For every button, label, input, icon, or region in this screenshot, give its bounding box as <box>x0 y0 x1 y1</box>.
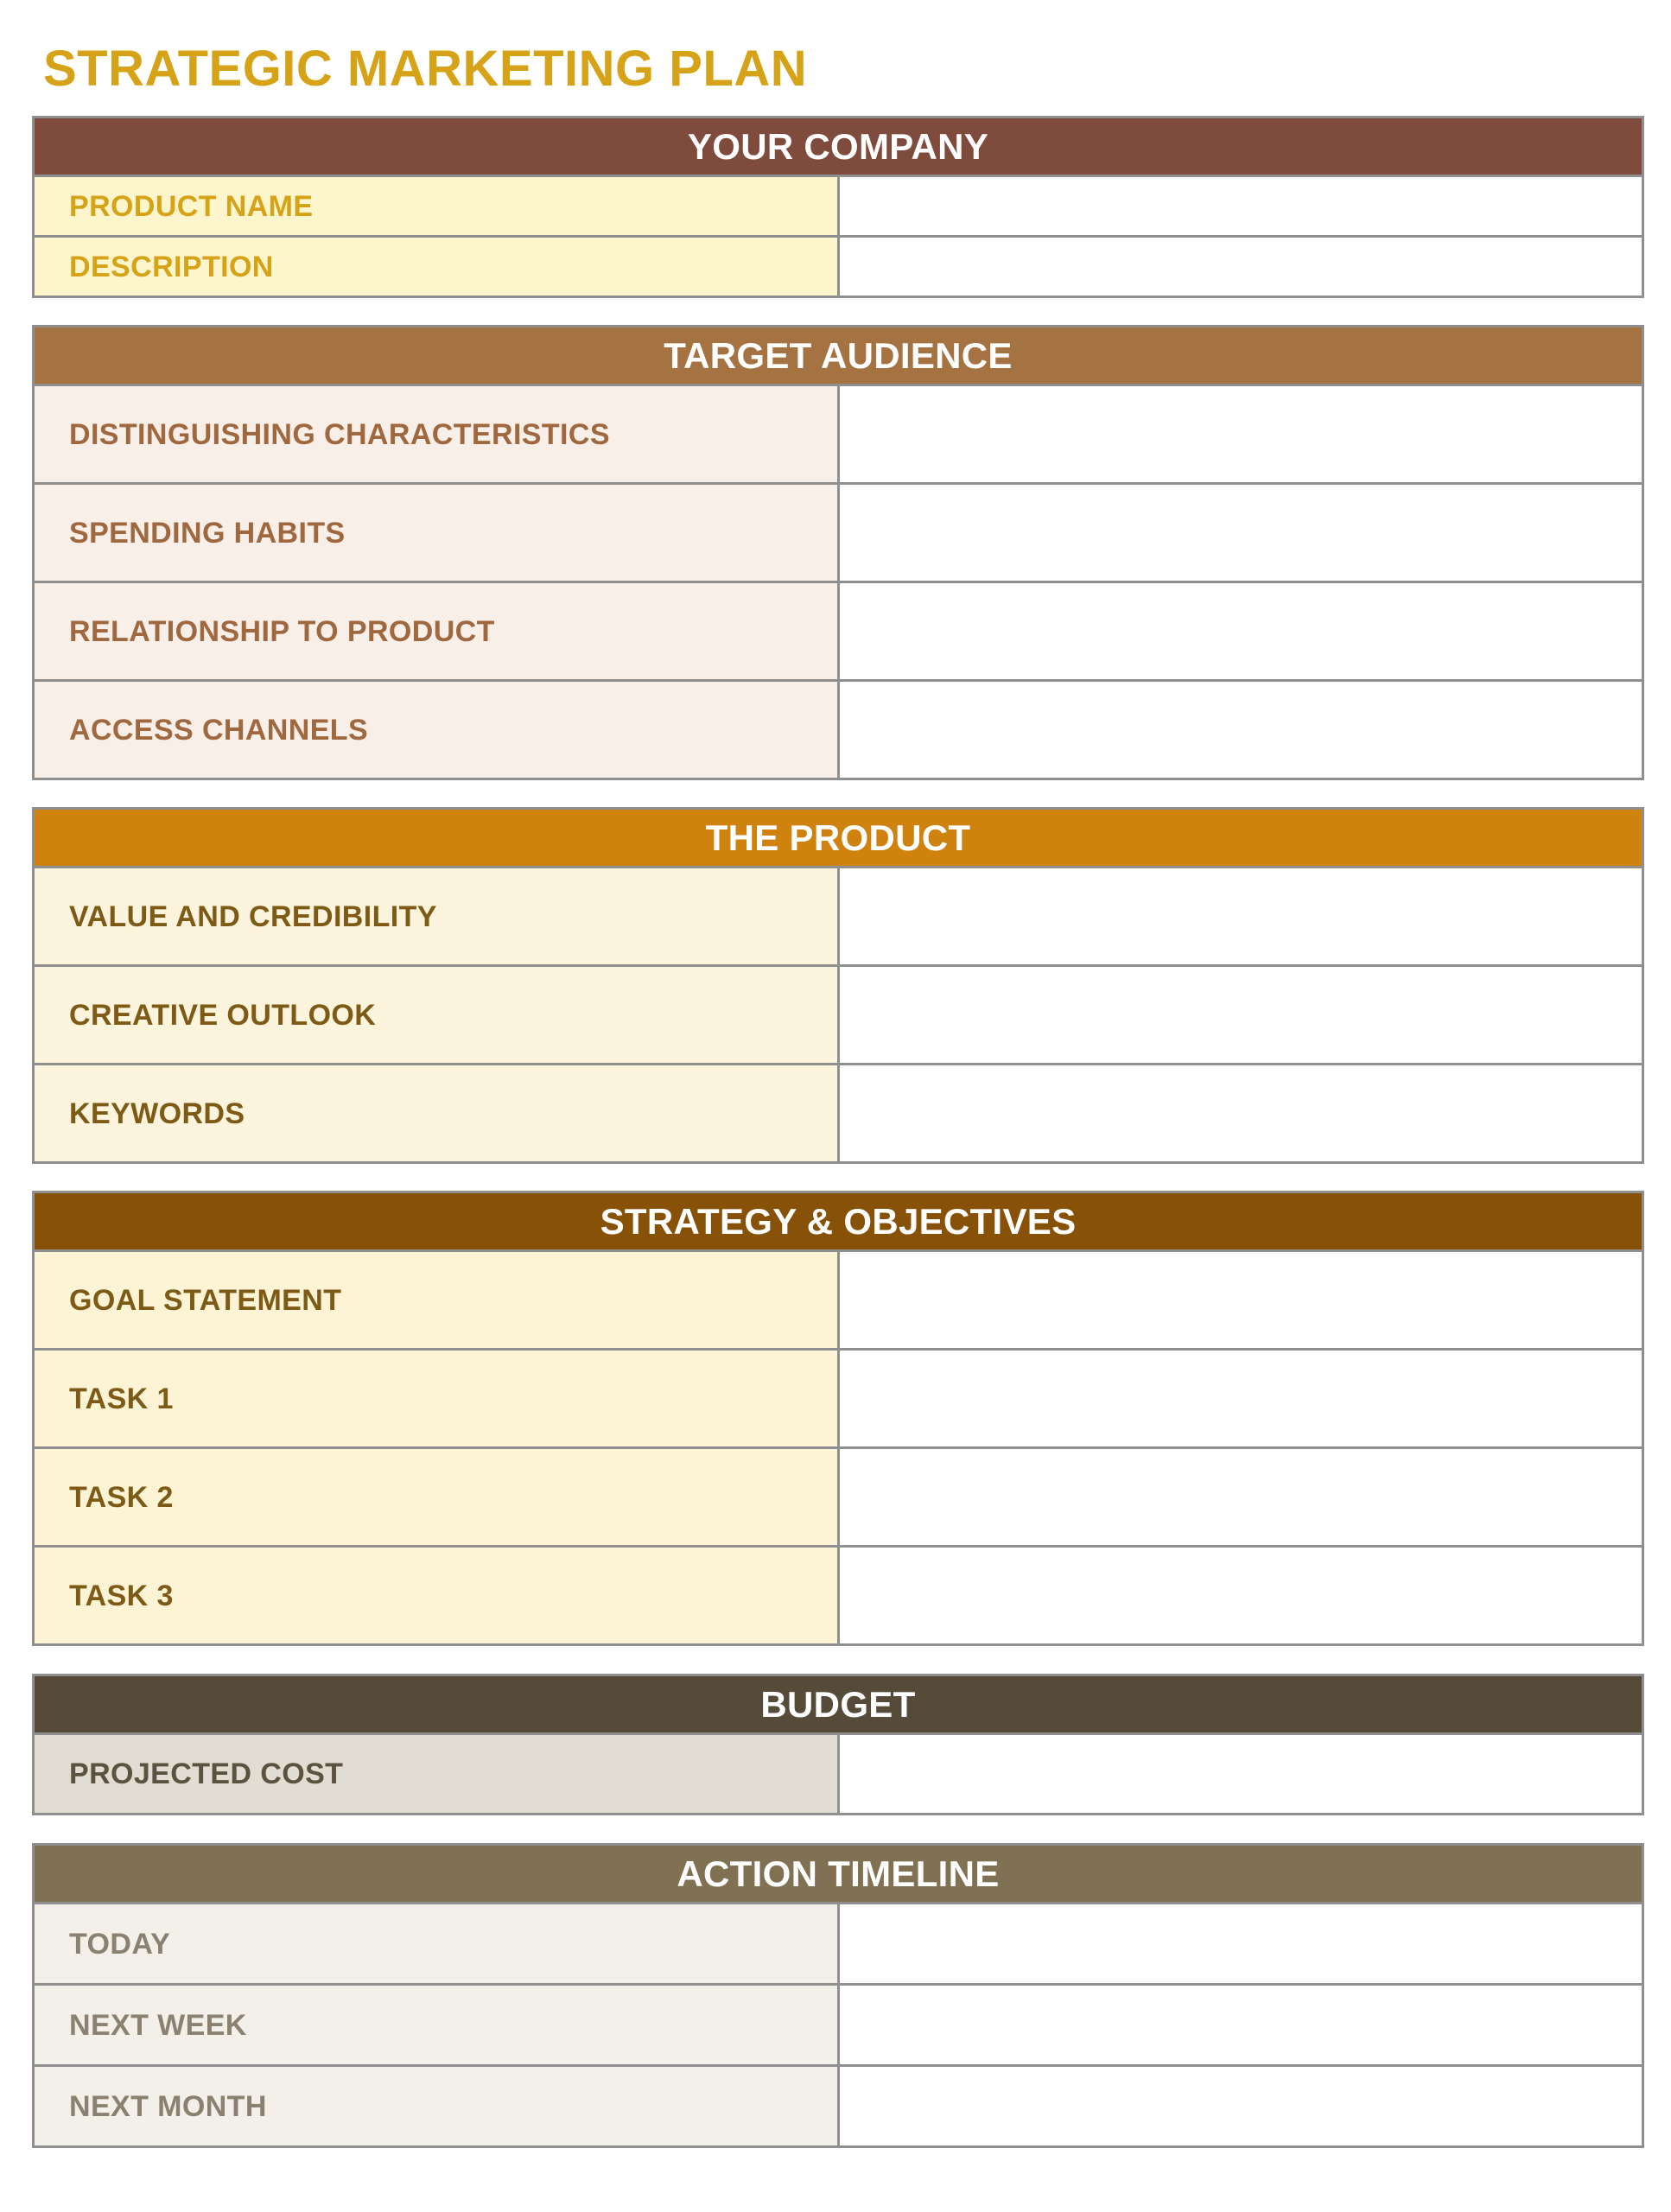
section-header-your-company: YOUR COMPANY <box>34 118 1643 176</box>
label-next-week: NEXT WEEK <box>34 1985 839 2066</box>
section-header-action-timeline: ACTION TIMELINE <box>34 1845 1643 1904</box>
label-creative-outlook: CREATIVE OUTLOOK <box>34 966 839 1065</box>
section-header-strategy-objectives: STRATEGY & OBJECTIVES <box>34 1192 1643 1251</box>
section-action-timeline <box>32 1843 1644 2148</box>
label-goal-statement: GOAL STATEMENT <box>34 1251 839 1350</box>
field-task-2[interactable] <box>838 1448 1643 1547</box>
page-title: STRATEGIC MARKETING PLAN <box>43 41 808 97</box>
field-projected-cost[interactable] <box>838 1734 1643 1815</box>
label-description: DESCRIPTION <box>34 237 839 297</box>
label-task-2: TASK 2 <box>34 1448 839 1547</box>
field-relationship-to-product[interactable] <box>838 582 1643 681</box>
field-spending-habits[interactable] <box>838 484 1643 582</box>
section-strategy-objectives <box>32 1191 1644 1646</box>
field-creative-outlook[interactable] <box>838 966 1643 1065</box>
section-header-the-product: THE PRODUCT <box>34 809 1643 868</box>
label-spending-habits: SPENDING HABITS <box>34 484 839 582</box>
label-next-month: NEXT MONTH <box>34 2066 839 2147</box>
field-product-name[interactable] <box>838 176 1643 237</box>
label-keywords: KEYWORDS <box>34 1065 839 1163</box>
section-the-product <box>32 807 1644 1164</box>
field-task-3[interactable] <box>838 1547 1643 1645</box>
field-value-and-credibility[interactable] <box>838 868 1643 966</box>
label-task-1: TASK 1 <box>34 1350 839 1448</box>
label-product-name: PRODUCT NAME <box>34 176 839 237</box>
label-today: TODAY <box>34 1904 839 1985</box>
field-access-channels[interactable] <box>838 681 1643 779</box>
field-next-month[interactable] <box>838 2066 1643 2147</box>
label-distinguishing-characteristics: DISTINGUISHING CHARACTERISTICS <box>34 385 839 484</box>
field-today[interactable] <box>838 1904 1643 1985</box>
field-goal-statement[interactable] <box>838 1251 1643 1350</box>
section-your-company <box>32 116 1644 298</box>
label-access-channels: ACCESS CHANNELS <box>34 681 839 779</box>
label-projected-cost: PROJECTED COST <box>34 1734 839 1815</box>
label-value-and-credibility: VALUE AND CREDIBILITY <box>34 868 839 966</box>
section-header-budget: BUDGET <box>34 1675 1643 1734</box>
section-budget <box>32 1674 1644 1815</box>
field-keywords[interactable] <box>838 1065 1643 1163</box>
section-header-target-audience: TARGET AUDIENCE <box>34 327 1643 385</box>
label-task-3: TASK 3 <box>34 1547 839 1645</box>
field-distinguishing-characteristics[interactable] <box>838 385 1643 484</box>
field-next-week[interactable] <box>838 1985 1643 2066</box>
section-target-audience <box>32 325 1644 780</box>
label-relationship-to-product: RELATIONSHIP TO PRODUCT <box>34 582 839 681</box>
field-task-1[interactable] <box>838 1350 1643 1448</box>
field-description[interactable] <box>838 237 1643 297</box>
